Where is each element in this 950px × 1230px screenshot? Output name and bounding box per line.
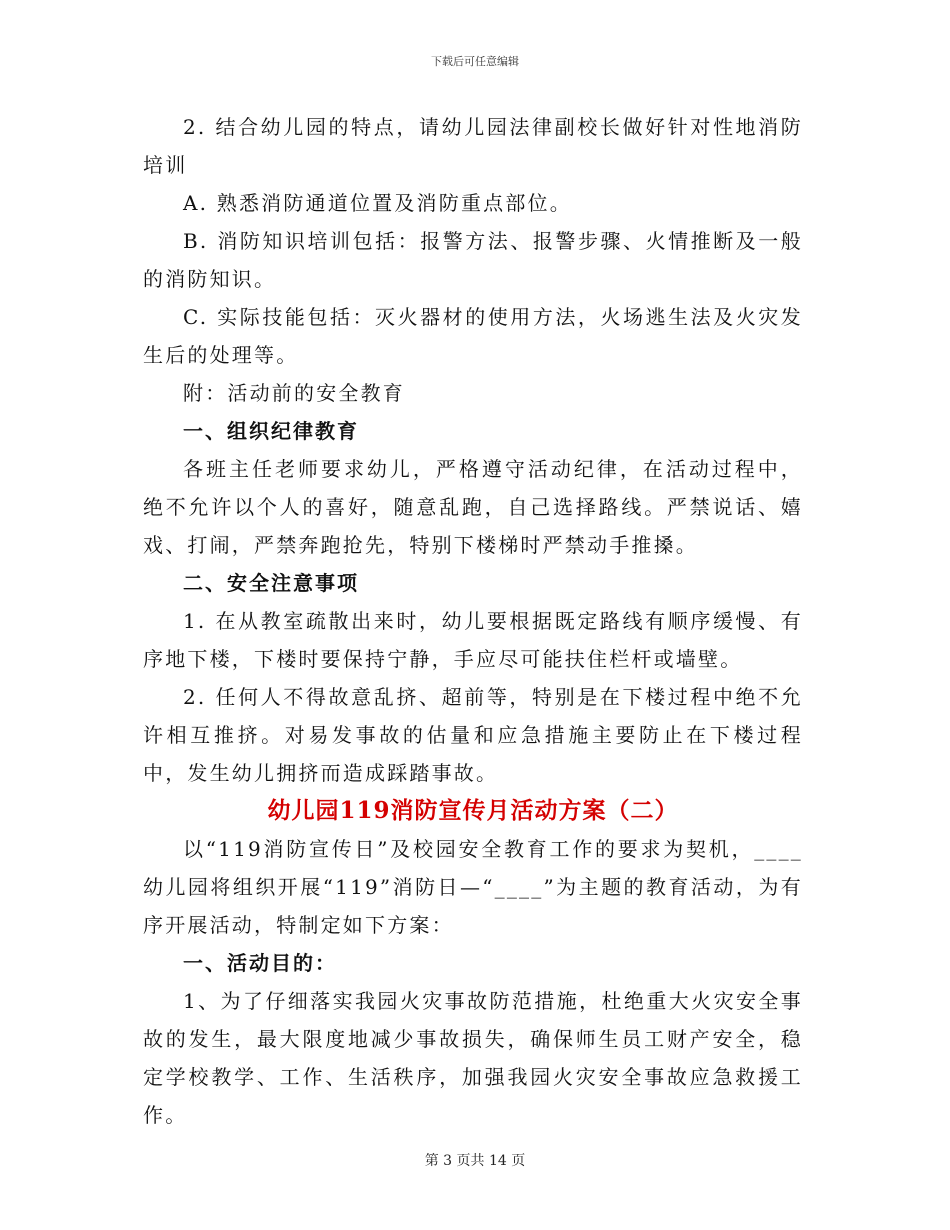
paragraph-item-a: A. 熟悉消防通道位置及消防重点部位。 xyxy=(183,191,572,215)
paragraph-item-c: C. 实际技能包括：灭火器材的使用方法，火场逃生法及火灾发生后的处理等。 xyxy=(143,305,803,367)
paragraph-discipline: 各班主任老师要求幼儿，严格遵守活动纪律，在活动过程中，绝不允许以个人的喜好，随意乱跑，自己选择路线。严禁说话、嬉戏、打闹，严禁奔跑抢先，特别下楼梯时严禁动手推搡。 xyxy=(143,457,803,557)
heading-discipline: 一、组织纪律教育 xyxy=(183,419,359,443)
heading-safety: 二、安全注意事项 xyxy=(183,571,359,595)
page-header: 下载后可任意编辑 xyxy=(431,55,519,68)
paragraph-safety-2: 2. 任何人不得故意乱挤、超前等，特别是在下楼过程中绝不允许相互推挤。对易发事故的估量和应急措施主要防止在下楼过程中，发生幼儿拥挤而造成踩踏事故。 xyxy=(143,685,803,785)
paragraph-safety-1: 1. 在从教室疏散出来时，幼儿要根据既定路线有顺序缓慢、有序地下楼，下楼时要保持宁静，手应尽可能扶住栏杆或墙壁。 xyxy=(143,609,803,671)
section-title: 幼儿园119消防宣传月活动方案（二） xyxy=(267,797,679,824)
paragraph-intro: 以“119消防宣传日”及校园安全教育工作的要求为契机，____幼儿园将组织开展“119”消防日—“____”为主题的教育活动，为有序开展活动，特制定如下方案： xyxy=(143,837,803,937)
paragraph-training: 2. 结合幼儿园的特点，请幼儿园法律副校长做好针对性地消防培训 xyxy=(143,115,803,177)
heading-purpose: 一、活动目的： xyxy=(183,951,337,975)
paragraph-purpose-1: 1、为了仔细落实我园火灾事故防范措施，杜绝重大火灾安全事故的发生，最大限度地减少事故损失，确保师生员工财产安全，稳定学校教学、工作、生活秩序，加强我园火灾安全事故应急救援工作。 xyxy=(143,989,803,1127)
paragraph-appendix: 附：活动前的安全教育 xyxy=(183,381,405,405)
page-footer: 第 3 页共 14 页 xyxy=(424,1153,526,1169)
document-body xyxy=(143,108,803,1134)
paragraph-item-b: B. 消防知识培训包括：报警方法、报警步骤、火情推断及一般的消防知识。 xyxy=(143,229,803,291)
